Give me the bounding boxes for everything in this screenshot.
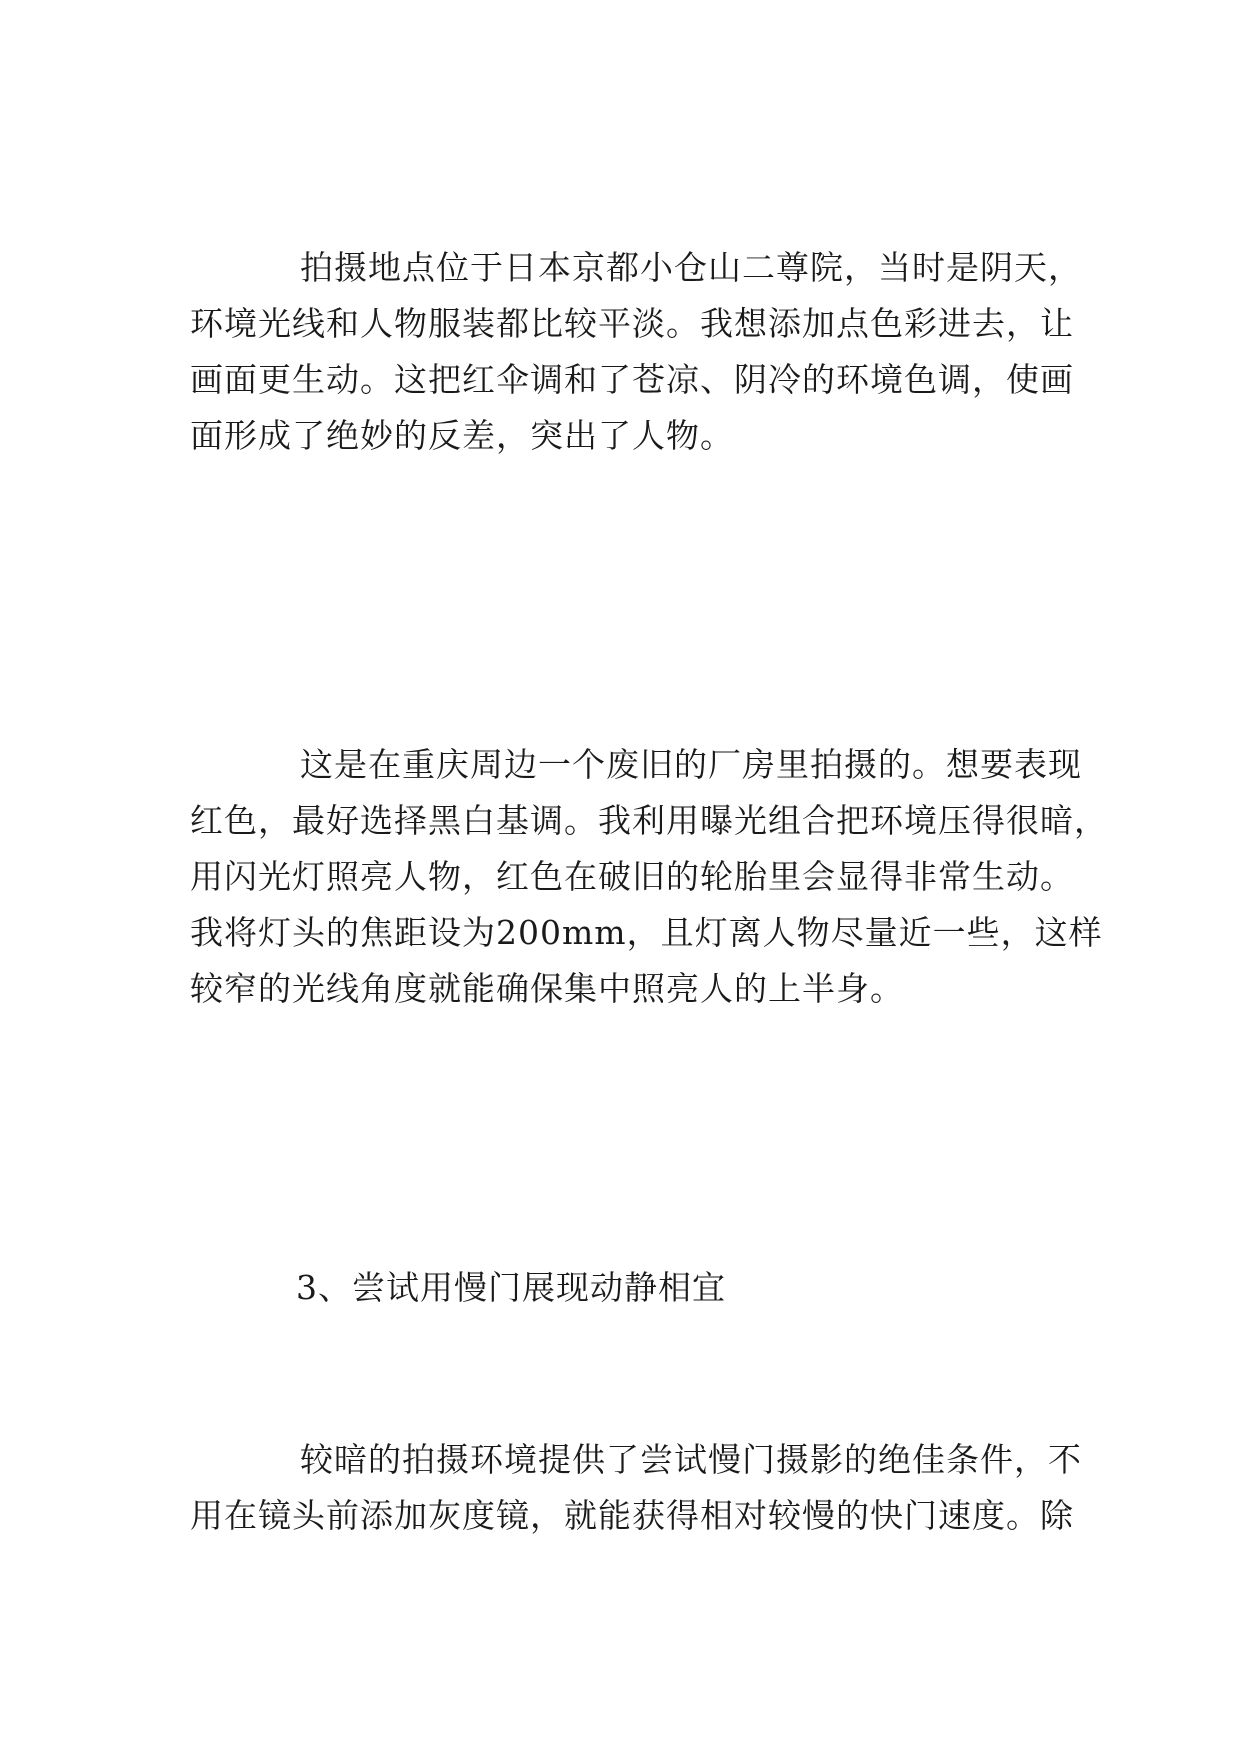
paragraph-line: 拍摄地点位于日本京都小仓山二尊院，当时是阴天， <box>300 248 1082 287</box>
paragraph-line: 画面更生动。这把红伞调和了苍凉、阴冷的环境色调，使画 <box>190 360 1074 399</box>
section-heading: 3、尝试用慢门展现动静相宜 <box>296 1268 726 1307</box>
paragraph-line: 我将灯头的焦距设为200mm，且灯离人物尽量近一些，这样 <box>190 913 1103 952</box>
paragraph-line: 用闪光灯照亮人物，红色在破旧的轮胎里会显得非常生动。 <box>190 857 1074 896</box>
paragraph-line: 这是在重庆周边一个废旧的厂房里拍摄的。想要表现 <box>300 745 1082 784</box>
paragraph-line: 面形成了绝妙的反差，突出了人物。 <box>190 416 734 455</box>
paragraph-line: 红色，最好选择黑白基调。我利用曝光组合把环境压得很暗， <box>190 801 1108 840</box>
paragraph-line: 较窄的光线角度就能确保集中照亮人的上半身。 <box>190 969 904 1008</box>
paragraph-line: 用在镜头前添加灰度镜，就能获得相对较慢的快门速度。除 <box>190 1496 1074 1535</box>
paragraph-line: 环境光线和人物服装都比较平淡。我想添加点色彩进去，让 <box>190 304 1074 343</box>
paragraph-line: 较暗的拍摄环境提供了尝试慢门摄影的绝佳条件，不 <box>300 1440 1082 1479</box>
